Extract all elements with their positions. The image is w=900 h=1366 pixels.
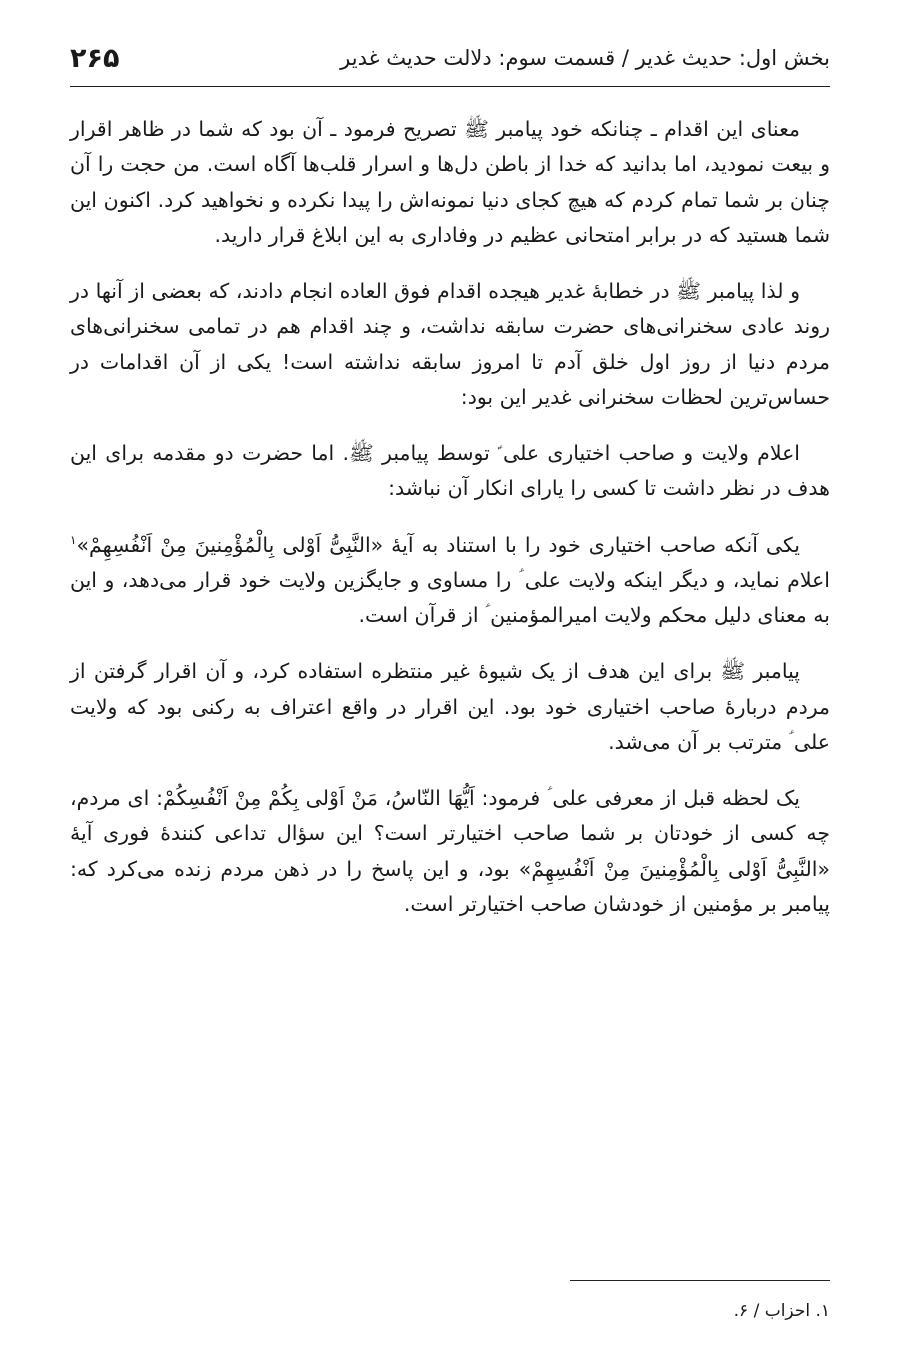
paragraph-6: یک لحظه قبل از معرفی علی ؑ فرمود: اَیُّهَا النّاسُ، مَنْ اَوْلی بِکُمْ مِنْ اَنْفُسِکُمْ: ای مردم، چه کسی از خودتان بر شما صاحب اختیارتر است؟ این سؤال تداعی کنندهٔ فوری آیهٔ «النَّبِیُّ اَوْلی بِالْمُؤْمِنینَ مِنْ اَنْفُسِهِمْ» بود، و این پاسخ را در ذهن مردم زنده می‌کرد که: پیامبر بر مؤمنین از خودشان صاحب اختیارتر است. xyxy=(70,786,830,916)
page-number: ۲۶۵ xyxy=(70,42,120,74)
paragraph-2: و لذا پیامبر ﷺ در خطابهٔ غدیر هیجده اقدام فوق العاده انجام دادند، که بعضی از آنها در روند عادی سخنرانی‌های حضرت سابقه نداشت، و چند اقدام هم در تمامی سخنرانی‌های مردم دنیا از روز اول خلق آدم تا امروز سابقه نداشته است! یکی از آن اقدامات در حساس‌ترین لحظات سخنرانی غدیر این بود: xyxy=(70,279,830,409)
footnote: ۱. احزاب / ۶. xyxy=(733,1301,830,1321)
paragraph-4-part-1: یکی آنکه صاحب اختیاری خود را با استناد به آیهٔ «النَّبِیُّ اَوْلی بِالْمُؤْمِنینَ مِنْ اَنْفُسِهِمْ» xyxy=(76,532,800,557)
running-head: بخش اول: حدیث غدیر / قسمت سوم: دلالت حدیث غدیر xyxy=(340,46,830,70)
paragraph-1: معنای این اقدام ـ چنانکه خود پیامبر ﷺ تصریح فرمود ـ آن بود که شما در ظاهر اقرار و بیعت نمودید، اما بدانید که خدا از باطن دل‌ها و اسرار قلب‌ها آگاه است. من حجت را آن چنان بر شما تمام کردم که هیچ کجای دنیا نمونه‌اش را پیدا نکرده و نخواهید کرد. اکنون این شما هستید که در برابر امتحانی عظیم در وفاداری به این ابلاغ قرار دارید. xyxy=(70,117,830,247)
body-text xyxy=(70,112,830,943)
page-header xyxy=(70,38,830,78)
paragraph-4 xyxy=(70,528,830,634)
paragraph-3: اعلام ولایت و صاحب اختیاری علی ؑ توسط پیامبر ﷺ. اما حضرت دو مقدمه برای این هدف در نظر داشت تا کسی را یارای انکار آن نباشد: xyxy=(70,441,830,501)
footnote-rule xyxy=(570,1280,830,1281)
header-rule xyxy=(70,86,830,87)
footnote-reference[interactable]: ۱ xyxy=(70,532,77,547)
paragraph-5: پیامبر ﷺ برای این هدف از یک شیوهٔ غیر منتظره استفاده کرد، و آن اقرار گرفتن از مردم دربارهٔ صاحب اختیاری خود بود. این اقرار در واقع اعتراف به رکنی بود که ولایت علی ؑ مترتب بر آن می‌شد. xyxy=(70,659,830,754)
paragraph-4-part-2: اعلام نماید، و دیگر اینکه ولایت علی ؑ را مساوی و جایگزین ولایت خود قرار می‌دهد، و این به معنای دلیل محکم ولایت امیرالمؤمنین ؑ از قرآن است. xyxy=(70,567,830,627)
